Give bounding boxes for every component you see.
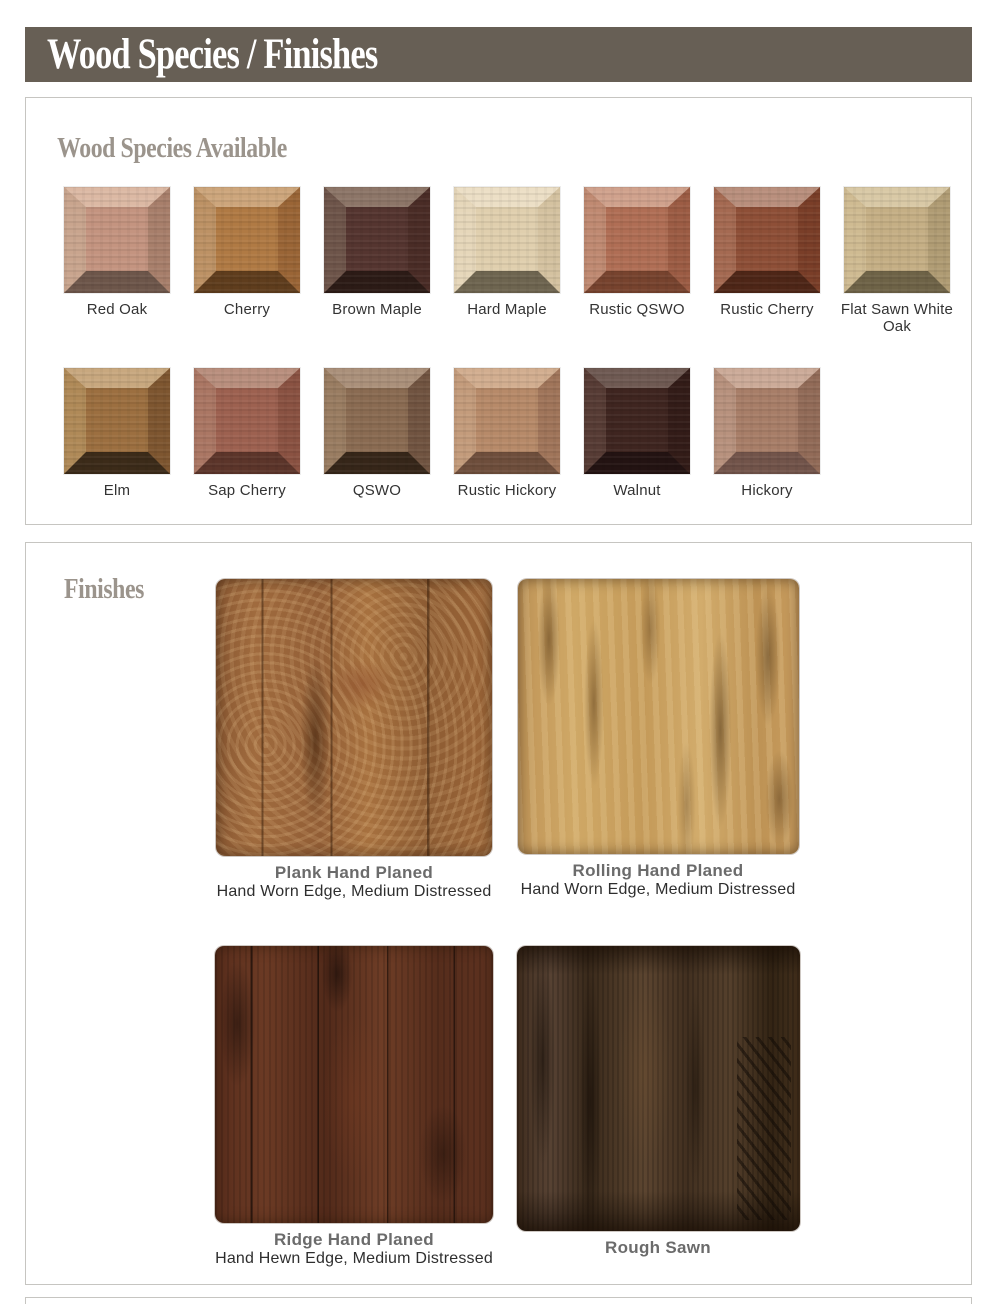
wood-swatch-rustic-qswo	[584, 187, 690, 293]
wood-swatch-cherry	[194, 187, 300, 293]
wood-swatch-brown-maple	[324, 187, 430, 293]
wood-swatch-sap-cherry	[194, 368, 300, 474]
finish-image-rough-sawn	[517, 946, 800, 1231]
species-cell-cherry	[194, 187, 300, 335]
species-cell-rustic-cherry	[714, 187, 820, 335]
swatch-label: Hard Maple	[467, 301, 547, 318]
swatch-label: Elm	[103, 482, 131, 499]
species-cell-rustic-hickory	[454, 368, 560, 499]
swatch-label: QSWO	[352, 482, 402, 499]
species-cell-hard-maple	[454, 187, 560, 335]
species-cell-flat-sawn-white-oak	[840, 187, 954, 335]
species-cell-elm	[64, 368, 170, 499]
finish-title: Plank Hand Planed	[274, 863, 434, 882]
finish-title: Rolling Hand Planed	[572, 861, 744, 880]
finish-image-rolling-hand-planed	[518, 579, 799, 854]
species-row-2	[64, 368, 971, 499]
finish-caption	[215, 1230, 493, 1268]
finish-title: Ridge Hand Planed	[273, 1230, 434, 1249]
finish-subtitle: Hand Worn Edge, Medium Distressed	[520, 881, 796, 898]
finish-caption	[217, 863, 492, 901]
wood-swatch-hard-maple	[454, 187, 560, 293]
finishes-grid	[202, 579, 971, 1268]
swatch-label: Rustic Cherry	[720, 301, 814, 318]
swatch-label: Hickory	[741, 482, 793, 499]
swatch-label: Walnut	[613, 482, 661, 499]
finish-caption	[521, 861, 796, 899]
finish-cell-rolling-hand-planed	[518, 579, 799, 901]
species-row-1	[64, 187, 971, 335]
wood-swatch-rustic-hickory	[454, 368, 560, 474]
page-title-bar	[25, 27, 972, 82]
finish-subtitle: Hand Worn Edge, Medium Distressed	[216, 883, 492, 900]
swatch-label: Rustic Hickory	[457, 482, 557, 499]
finish-cell-ridge-hand-planed	[215, 946, 493, 1268]
wood-swatch-hickory	[714, 368, 820, 474]
species-cell-qswo	[324, 368, 430, 499]
species-section-heading: Wood Species Available	[57, 132, 287, 164]
swatch-label: Brown Maple	[332, 301, 422, 318]
finish-cell-plank-hand-planed	[216, 579, 492, 901]
wood-swatch-rustic-cherry	[714, 187, 820, 293]
finish-subtitle: Hand Hewn Edge, Medium Distressed	[215, 1250, 493, 1267]
wood-swatch-red-oak	[64, 187, 170, 293]
species-cell-brown-maple	[324, 187, 430, 335]
species-cell-sap-cherry	[194, 368, 300, 499]
species-cell-rustic-qswo	[584, 187, 690, 335]
wood-swatch-elm	[64, 368, 170, 474]
finish-caption	[605, 1238, 711, 1257]
finish-image-ridge-hand-planed	[215, 946, 493, 1223]
wood-swatch-flat-sawn-white-oak	[844, 187, 950, 293]
finish-title: Rough Sawn	[605, 1238, 711, 1257]
swatch-label: Flat Sawn White Oak	[840, 301, 954, 335]
finish-cell-rough-sawn	[517, 946, 800, 1268]
finishes-section	[25, 542, 972, 1285]
page-title: Wood Species / Finishes	[47, 31, 378, 78]
finish-image-plank-hand-planed	[216, 579, 492, 856]
species-cell-hickory	[714, 368, 820, 499]
wood-swatch-qswo	[324, 368, 430, 474]
swatch-label: Red Oak	[86, 301, 148, 318]
species-cell-red-oak	[64, 187, 170, 335]
swatch-label: Sap Cherry	[208, 482, 286, 499]
finishes-section-heading: Finishes	[64, 573, 144, 605]
swatch-label: Cherry	[223, 301, 271, 318]
swatch-label: Rustic QSWO	[589, 301, 685, 318]
wood-species-section	[25, 97, 972, 525]
wood-swatch-walnut	[584, 368, 690, 474]
species-cell-walnut	[584, 368, 690, 499]
